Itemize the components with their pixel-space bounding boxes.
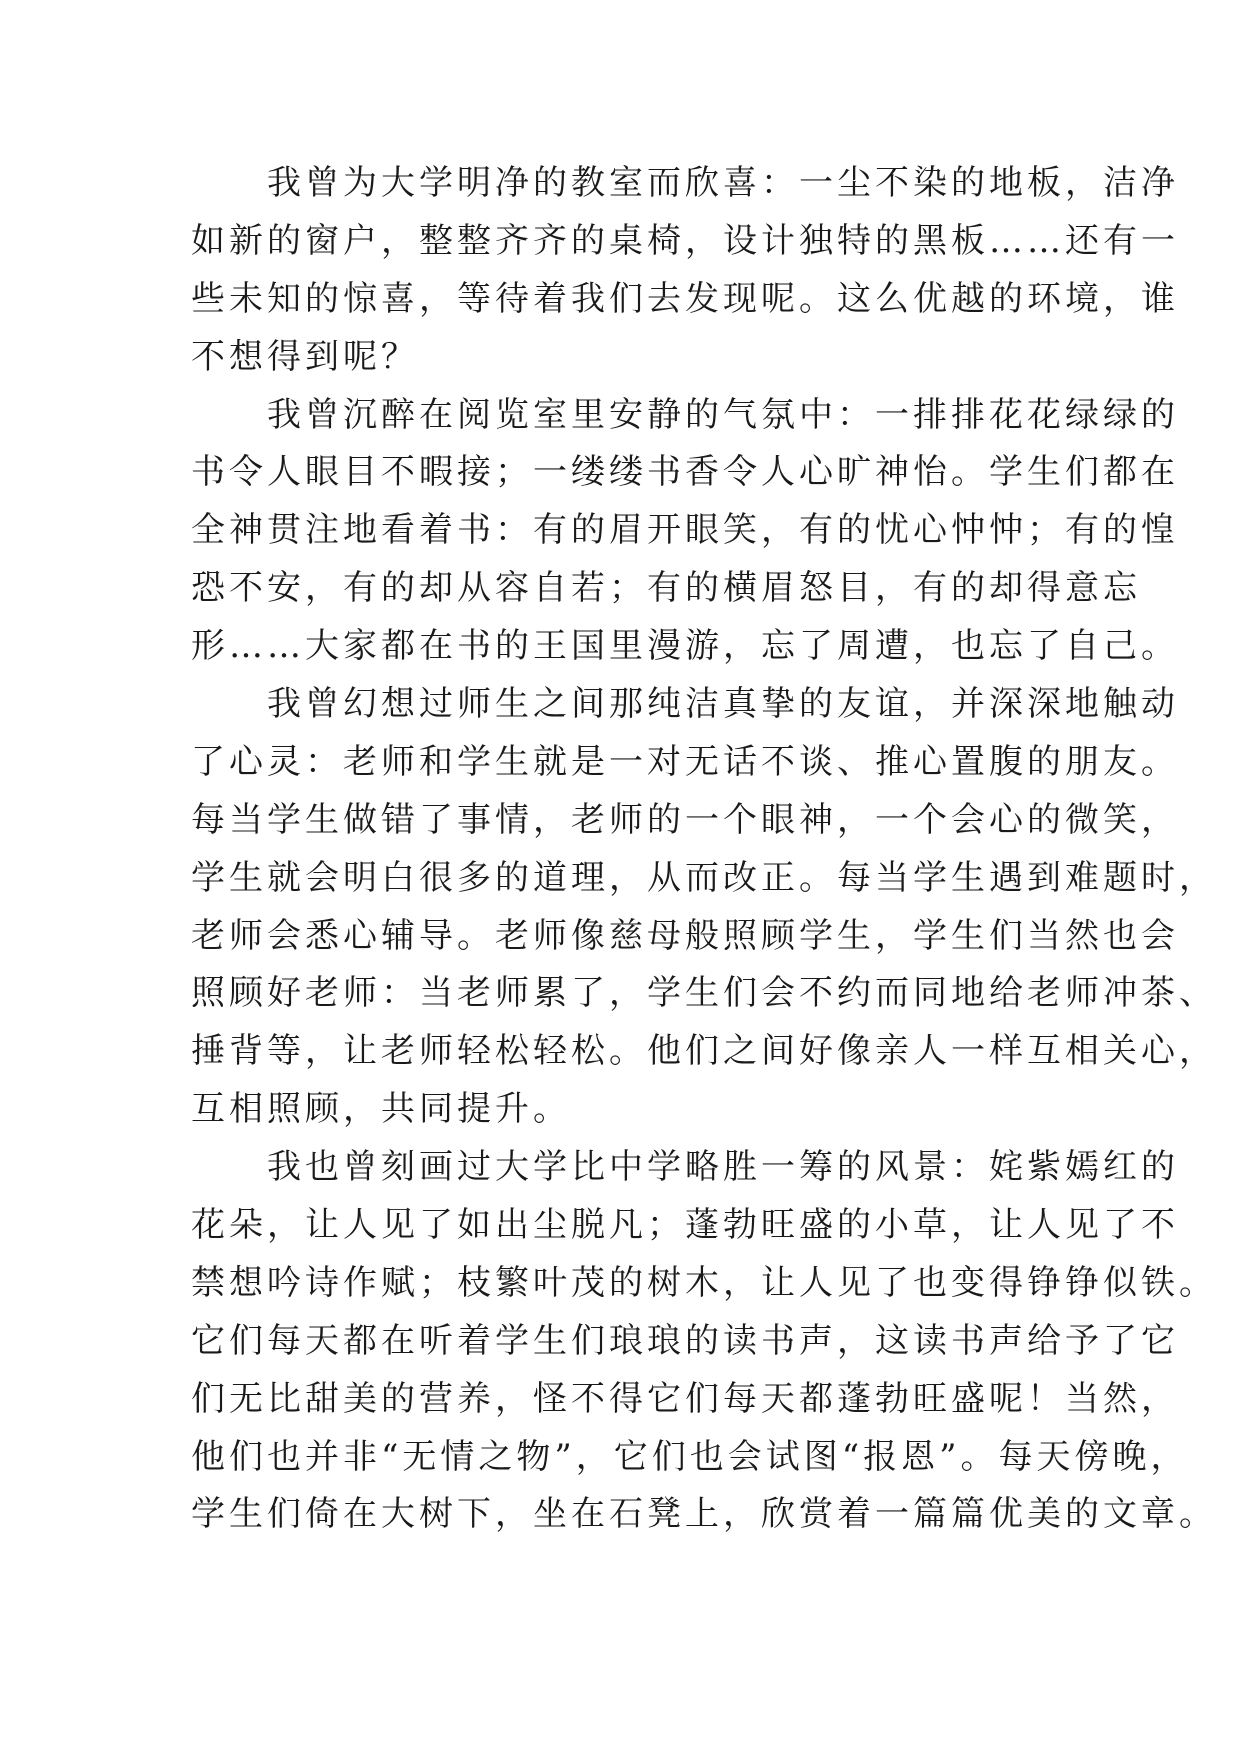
- text-line: 它们每天都在听着学生们琅琅的读书声，这读书声给予了它: [191, 1320, 1179, 1361]
- text-line: 老师会悉心辅导。老师像慈母般照顾学生，学生们当然也会: [191, 915, 1179, 956]
- text-line: 照顾好老师：当老师累了，学生们会不约而同地给老师冲茶、: [191, 973, 1217, 1014]
- text-line: 形……大家都在书的王国里漫游，忘了周遭，也忘了自己。: [191, 626, 1179, 667]
- text-line: 如新的窗户，整整齐齐的桌椅，设计独特的黑板……还有一: [191, 220, 1179, 261]
- text-line: 我曾沉醉在阅览室里安静的气氛中：一排排花花绿绿的: [267, 394, 1179, 435]
- text-line: 些未知的惊喜，等待着我们去发现呢。这么优越的环境，谁: [191, 278, 1179, 319]
- text-line: 他们也并非“无情之物”，它们也会试图“报恩”。每天傍晚，: [191, 1436, 1189, 1477]
- text-line: 不想得到呢？: [191, 336, 419, 377]
- text-line: 每当学生做错了事情，老师的一个眼神，一个会心的微笑，: [191, 799, 1179, 840]
- text-line: 我也曾刻画过大学比中学略胜一筹的风景：姹紫嫣红的: [267, 1147, 1179, 1188]
- text-line: 禁想吟诗作赋；枝繁叶茂的树木，让人见了也变得铮铮似铁。: [191, 1262, 1217, 1303]
- text-line: 恐不安，有的却从容自若；有的横眉怒目，有的却得意忘: [191, 568, 1141, 609]
- text-line: 花朵，让人见了如出尘脱凡；蓬勃旺盛的小草，让人见了不: [191, 1205, 1179, 1246]
- text-line: 了心灵：老师和学生就是一对无话不谈、推心置腹的朋友。: [191, 741, 1179, 782]
- text-line: 我曾为大学明净的教室而欣喜：一尘不染的地板，洁净: [267, 163, 1179, 203]
- text-line: 学生就会明白很多的道理，从而改正。每当学生遇到难题时，: [191, 857, 1217, 898]
- text-line: 书令人眼目不暇接；一缕缕书香令人心旷神怡。学生们都在: [191, 452, 1179, 493]
- text-line: 互相照顾，共同提升。: [191, 1089, 571, 1130]
- text-line: 我曾幻想过师生之间那纯洁真挚的友谊，并深深地触动: [267, 684, 1179, 725]
- text-line: 学生们倚在大树下，坐在石凳上，欣赏着一篇篇优美的文章。: [191, 1494, 1217, 1535]
- text-line: 捶背等，让老师轻松轻松。他们之间好像亲人一样互相关心，: [191, 1031, 1217, 1072]
- body-text: [191, 155, 1217, 1544]
- text-line: 全神贯注地看着书：有的眉开眼笑，有的忧心忡忡；有的惶: [191, 510, 1179, 551]
- text-line: 们无比甜美的营养，怪不得它们每天都蓬勃旺盛呢！当然，: [191, 1378, 1179, 1419]
